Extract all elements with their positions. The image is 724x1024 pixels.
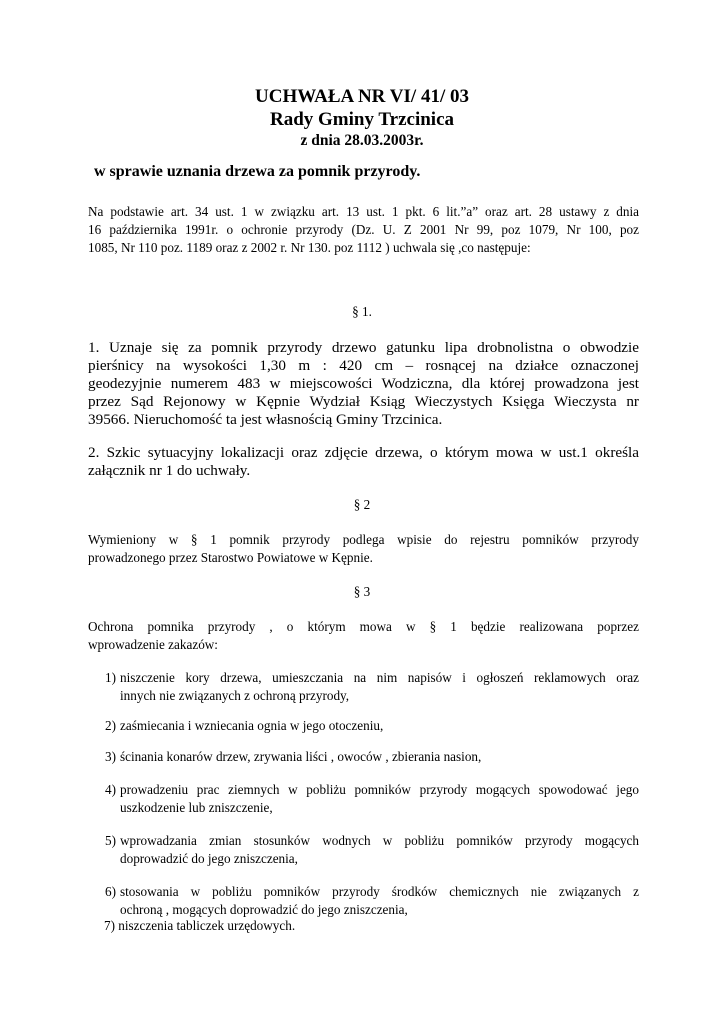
paragraph-line: 1. Uznaje się za pomnik przyrody drzewo gatunku lipa drobnolistna o obwodzie [88,339,639,356]
list-item-line: stosowania w pobliżu pomników przyrody środków chemicznych nie związanych z [120,884,639,899]
paragraph-line: geodezyjnie numerem 483 w miejscowości Wodziczna, dla której prowadzona jest [88,375,639,392]
paragraph-line: prowadzonego przez Starostwo Powiatowe w Kępnie. [88,550,373,565]
preamble-line: 1085, Nr 110 poz. 1189 oraz z 2002 r. Nr 130. poz 1112 ) uchwala się ,co następuje: [88,240,531,255]
paragraph-line: 2. Szkic sytuacyjny lokalizacji oraz zdjęcie drzewa, o którym mowa w ust.1 określa [88,444,639,461]
list-item-line: uszkodzenie lub zniszczenie, [120,800,273,815]
list-item-line: wprowadzania zmian stosunków wodnych w pobliżu pomników przyrody mogących [120,833,639,848]
paragraph-line: Ochrona pomnika przyrody , o którym mowa w § 1 będzie realizowana poprzez [88,619,639,634]
list-item-line: prowadzeniu prac ziemnych w pobliżu pomników przyrody mogących spowodować jego [120,782,639,797]
paragraph-line: pierśnicy na wysokości 1,30 m : 420 cm – rosnącej na działce oznaczonej [88,357,639,374]
list-item-number: 4) [105,782,116,797]
list-item-line: innych nie związanych z ochroną przyrody, [120,688,350,703]
section-2-heading: § 2 [353,497,371,512]
list-item-line: doprowadzić do jego zniszczenia, [120,851,298,866]
resolution-date: z dnia 28.03.2003r. [300,132,424,149]
preamble-line: 16 października 1991r. o ochronie przyrody (Dz. U. Z 2001 Nr 99, poz 1079, Nr 100, poz [88,222,639,237]
list-item-number: 5) [105,833,116,848]
list-item-line: ścinania konarów drzew, zrywania liści , owoców , zbierania nasion, [120,749,482,764]
list-item-line: ochroną , mogących doprowadzić do jego zniszczenia, [120,902,408,917]
council-name: Rady Gminy Trzcinica [269,109,455,130]
list-item-line: zaśmiecania i wzniecania ognia w jego otoczeniu, [120,718,384,733]
list-item-number: 2) [105,718,116,733]
preamble-line: Na podstawie art. 34 ust. 1 w związku art. 13 ust. 1 pkt. 6 lit.”a” oraz art. 28 ustawy z dnia [88,204,639,219]
paragraph-line: przez Sąd Rejonowy w Kępnie Wydział Ksiąg Wieczystych Księga Wieczysta nr [88,393,639,410]
list-item-line: niszczenie kory drzewa, umieszczania na nim napisów i ogłoszeń reklamowych oraz [120,670,639,685]
resolution-subject: w sprawie uznania drzewa za pomnik przyrody. [94,163,421,180]
section-3-heading: § 3 [353,584,371,599]
paragraph-line: 39566. Nieruchomość ta jest własnością Gminy Trzcinica. [88,411,443,428]
section-1-heading: § 1. [352,304,372,319]
resolution-title: UCHWAŁA NR VI/ 41/ 03 [255,86,469,107]
paragraph-line: załącznik nr 1 do uchwały. [88,462,251,479]
list-item-number: 1) [105,670,116,685]
list-item-number: 3) [105,749,116,764]
list-item-number: 6) [105,884,116,899]
paragraph-line: wprowadzenie zakazów: [88,637,218,652]
list-item-line: 7) niszczenia tabliczek urzędowych. [104,918,296,933]
paragraph-line: Wymieniony w § 1 pomnik przyrody podlega wpisie do rejestru pomników przyrody [88,532,639,547]
